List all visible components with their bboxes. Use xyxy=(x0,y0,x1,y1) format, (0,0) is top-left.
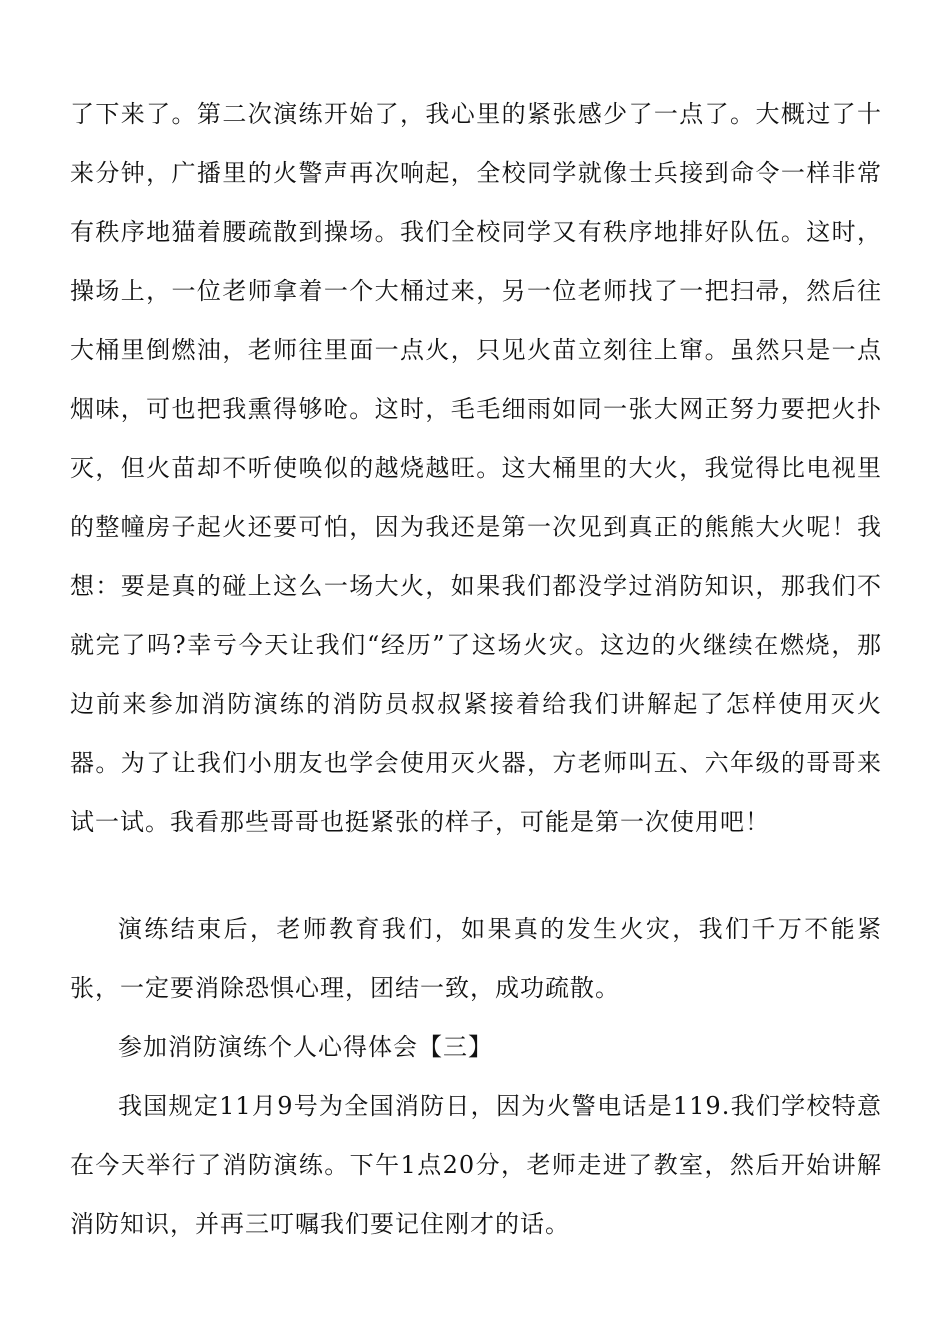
paragraph-text: 我国规定11月9号为全国消防日，因为火警电话是119.我们学校特意在今天举行了消防演练。下午1点20分，老师走进了教室，然后开始讲解消防知识，并再三叮嘱我们要记住刚才的话。 xyxy=(70,1092,882,1238)
body-paragraph-continuation xyxy=(70,85,882,852)
section-heading xyxy=(70,1018,882,1077)
body-paragraph-conclusion xyxy=(70,900,882,1018)
section-heading-text: 参加消防演练个人心得体会【三】 xyxy=(118,1033,493,1061)
body-paragraph-section-three xyxy=(70,1077,882,1254)
paragraph-text: 演练结束后，老师教育我们，如果真的发生火灾，我们千万不能紧张，一定要消除恐惧心理，团结一致，成功疏散。 xyxy=(70,915,882,1002)
paragraph-text: 了下来了。第二次演练开始了，我心里的紧张感少了一点了。大概过了十来分钟，广播里的火警声再次响起，全校同学就像士兵接到命令一样非常有秩序地猫着腰疏散到操场。我们全校同学又有秩序地排好队伍。这时，操场上，一位老师拿着一个大桶过来，另一位老师找了一把扫帚，然后往大桶里倒燃油，老师往里面一点火，只见火苗立刻往上窜。虽然只是一点烟味，可也把我熏得够呛。这时，毛毛细雨如同一张大网正努力要把火扑灭，但火苗却不听使唤似的越烧越旺。这大桶里的大火，我觉得比电视里的整幢房子起火还要可怕，因为我还是第一次见到真正的熊熊大火呢！我想：要是真的碰上这么一场大火，如果我们都没学过消防知识，那我们不就完了吗?幸亏今天让我们“经历”了这场火灾。这边的火继续在燃烧，那边前来参加消防演练的消防员叔叔紧接着给我们讲解起了怎样使用灭火器。为了让我们小朋友也学会使用灭火器，方老师叫五、六年级的哥哥来试一试。我看那些哥哥也挺紧张的样子，可能是第一次使用吧！ xyxy=(70,100,882,836)
